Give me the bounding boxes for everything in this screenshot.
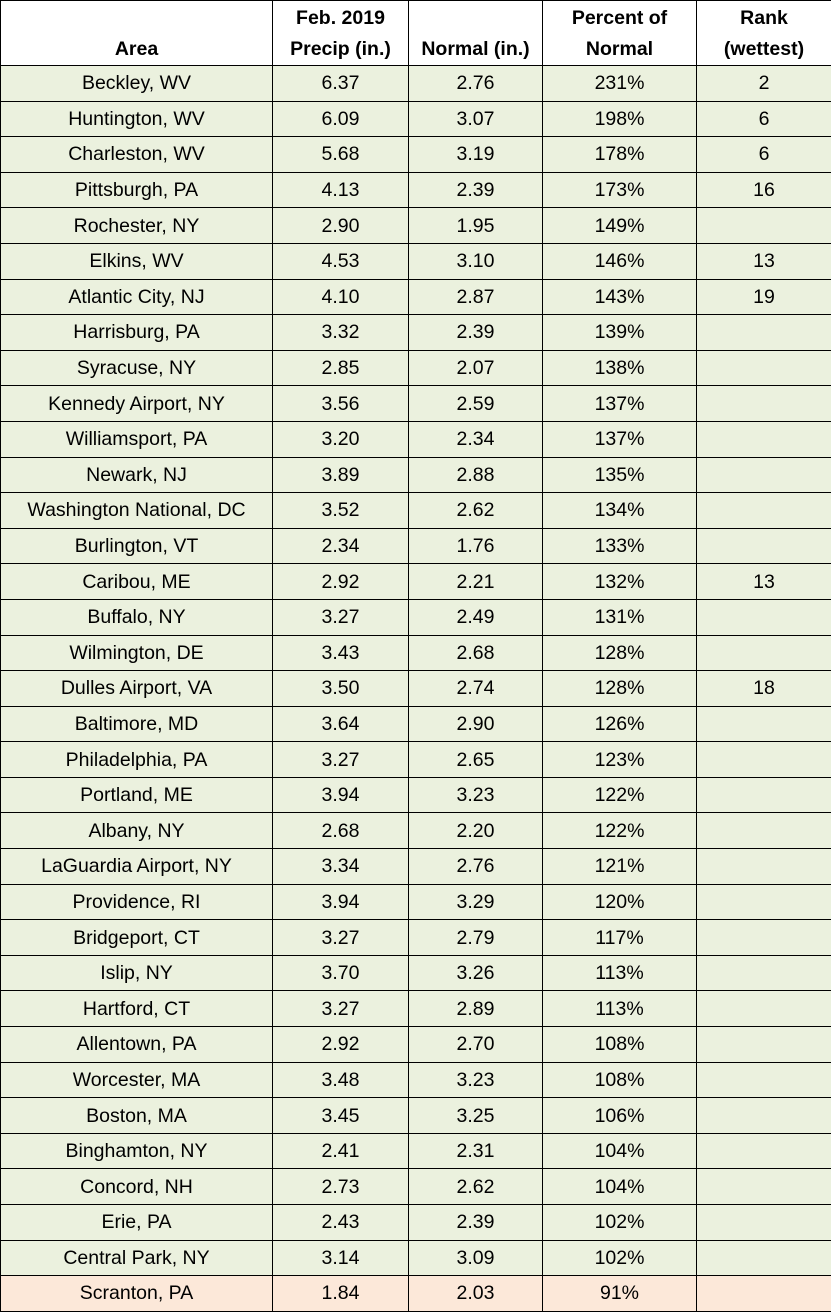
cell-precip: 3.70 — [273, 955, 409, 991]
cell-percent: 106% — [543, 1098, 697, 1134]
cell-normal: 3.10 — [409, 243, 543, 279]
cell-normal: 3.23 — [409, 777, 543, 813]
cell-rank — [697, 1098, 831, 1134]
header-rank-line2: (wettest) — [697, 34, 831, 65]
cell-percent: 108% — [543, 1027, 697, 1063]
cell-precip: 3.27 — [273, 991, 409, 1027]
cell-rank: 2 — [697, 66, 831, 102]
cell-percent: 146% — [543, 243, 697, 279]
cell-normal: 3.29 — [409, 884, 543, 920]
cell-precip: 3.27 — [273, 599, 409, 635]
cell-rank: 6 — [697, 137, 831, 173]
table-row — [1, 350, 831, 386]
cell-percent: 173% — [543, 172, 697, 208]
cell-precip: 1.84 — [273, 1276, 409, 1312]
cell-normal: 3.23 — [409, 1062, 543, 1098]
cell-percent: 104% — [543, 1133, 697, 1169]
cell-normal: 3.07 — [409, 101, 543, 137]
cell-percent: 198% — [543, 101, 697, 137]
cell-rank: 19 — [697, 279, 831, 315]
cell-percent: 121% — [543, 849, 697, 885]
header-area — [1, 1, 273, 66]
cell-normal: 2.03 — [409, 1276, 543, 1312]
cell-precip: 2.85 — [273, 350, 409, 386]
table-header — [1, 1, 831, 66]
cell-percent: 122% — [543, 777, 697, 813]
cell-area: Philadelphia, PA — [1, 742, 273, 778]
cell-precip: 3.64 — [273, 706, 409, 742]
cell-area: Syracuse, NY — [1, 350, 273, 386]
cell-percent: 122% — [543, 813, 697, 849]
cell-normal: 2.79 — [409, 920, 543, 956]
table-row — [1, 635, 831, 671]
cell-rank — [697, 635, 831, 671]
cell-precip: 2.41 — [273, 1133, 409, 1169]
cell-area: Allentown, PA — [1, 1027, 273, 1063]
cell-area: Providence, RI — [1, 884, 273, 920]
header-rank — [697, 1, 831, 66]
cell-precip: 3.45 — [273, 1098, 409, 1134]
cell-rank — [697, 955, 831, 991]
cell-percent: 102% — [543, 1205, 697, 1241]
cell-percent: 138% — [543, 350, 697, 386]
cell-area: Albany, NY — [1, 813, 273, 849]
cell-normal: 2.62 — [409, 1169, 543, 1205]
cell-area: Caribou, ME — [1, 564, 273, 600]
cell-precip: 4.10 — [273, 279, 409, 315]
cell-rank: 13 — [697, 243, 831, 279]
cell-rank — [697, 991, 831, 1027]
cell-percent: 113% — [543, 991, 697, 1027]
table-row — [1, 315, 831, 351]
cell-percent: 104% — [543, 1169, 697, 1205]
cell-rank — [697, 706, 831, 742]
cell-precip: 3.94 — [273, 884, 409, 920]
cell-percent: 131% — [543, 599, 697, 635]
cell-area: Newark, NJ — [1, 457, 273, 493]
cell-rank — [697, 813, 831, 849]
cell-area: Portland, ME — [1, 777, 273, 813]
cell-precip: 3.94 — [273, 777, 409, 813]
cell-rank — [697, 920, 831, 956]
cell-area: Concord, NH — [1, 1169, 273, 1205]
cell-normal: 2.31 — [409, 1133, 543, 1169]
cell-precip: 3.27 — [273, 742, 409, 778]
table-row — [1, 1205, 831, 1241]
cell-normal: 2.88 — [409, 457, 543, 493]
cell-percent: 128% — [543, 671, 697, 707]
table-row — [1, 137, 831, 173]
cell-percent: 178% — [543, 137, 697, 173]
cell-precip: 2.68 — [273, 813, 409, 849]
cell-precip: 3.32 — [273, 315, 409, 351]
cell-rank — [697, 742, 831, 778]
cell-normal: 2.76 — [409, 66, 543, 102]
cell-area: Washington National, DC — [1, 493, 273, 529]
table-row — [1, 1276, 831, 1312]
cell-percent: 123% — [543, 742, 697, 778]
cell-precip: 6.37 — [273, 66, 409, 102]
cell-normal: 2.90 — [409, 706, 543, 742]
cell-rank — [697, 315, 831, 351]
cell-normal: 2.74 — [409, 671, 543, 707]
table-row — [1, 1027, 831, 1063]
cell-normal: 2.59 — [409, 386, 543, 422]
table-row — [1, 564, 831, 600]
cell-precip: 3.14 — [273, 1240, 409, 1276]
cell-normal: 2.87 — [409, 279, 543, 315]
table-row — [1, 457, 831, 493]
cell-normal: 1.76 — [409, 528, 543, 564]
cell-normal: 2.65 — [409, 742, 543, 778]
cell-normal: 2.70 — [409, 1027, 543, 1063]
cell-normal: 2.07 — [409, 350, 543, 386]
cell-precip: 3.89 — [273, 457, 409, 493]
cell-precip: 2.92 — [273, 564, 409, 600]
cell-area: Rochester, NY — [1, 208, 273, 244]
table-row — [1, 777, 831, 813]
cell-area: Binghamton, NY — [1, 1133, 273, 1169]
cell-area: Scranton, PA — [1, 1276, 273, 1312]
cell-area: Elkins, WV — [1, 243, 273, 279]
cell-rank — [697, 386, 831, 422]
cell-area: Williamsport, PA — [1, 421, 273, 457]
cell-normal: 3.26 — [409, 955, 543, 991]
cell-percent: 113% — [543, 955, 697, 991]
cell-precip: 3.52 — [273, 493, 409, 529]
cell-rank: 18 — [697, 671, 831, 707]
cell-normal: 2.20 — [409, 813, 543, 849]
cell-rank: 13 — [697, 564, 831, 600]
cell-percent: 149% — [543, 208, 697, 244]
table-row — [1, 884, 831, 920]
cell-normal: 2.39 — [409, 172, 543, 208]
cell-rank — [697, 350, 831, 386]
cell-area: Buffalo, NY — [1, 599, 273, 635]
header-percent-line1: Percent of — [543, 3, 696, 34]
table-row — [1, 66, 831, 102]
cell-percent: 135% — [543, 457, 697, 493]
cell-normal: 2.76 — [409, 849, 543, 885]
cell-percent: 91% — [543, 1276, 697, 1312]
cell-precip: 3.43 — [273, 635, 409, 671]
cell-percent: 139% — [543, 315, 697, 351]
table-row — [1, 991, 831, 1027]
cell-area: Beckley, WV — [1, 66, 273, 102]
cell-area: Central Park, NY — [1, 1240, 273, 1276]
cell-area: Charleston, WV — [1, 137, 273, 173]
table-row — [1, 599, 831, 635]
cell-rank — [697, 849, 831, 885]
cell-normal: 2.89 — [409, 991, 543, 1027]
table-row — [1, 208, 831, 244]
cell-area: Harrisburg, PA — [1, 315, 273, 351]
cell-rank — [697, 457, 831, 493]
cell-rank — [697, 1027, 831, 1063]
cell-precip: 3.56 — [273, 386, 409, 422]
cell-percent: 120% — [543, 884, 697, 920]
cell-normal: 2.21 — [409, 564, 543, 600]
cell-rank — [697, 493, 831, 529]
header-percent — [543, 1, 697, 66]
header-precip-line1: Feb. 2019 — [273, 3, 408, 34]
cell-rank — [697, 1205, 831, 1241]
cell-precip: 3.27 — [273, 920, 409, 956]
cell-rank — [697, 1276, 831, 1312]
cell-percent: 132% — [543, 564, 697, 600]
cell-rank — [697, 884, 831, 920]
cell-area: Worcester, MA — [1, 1062, 273, 1098]
cell-precip: 2.34 — [273, 528, 409, 564]
cell-rank — [697, 1169, 831, 1205]
table-row — [1, 706, 831, 742]
table-row — [1, 172, 831, 208]
cell-normal: 2.49 — [409, 599, 543, 635]
cell-rank: 16 — [697, 172, 831, 208]
cell-rank — [697, 421, 831, 457]
cell-precip: 2.73 — [273, 1169, 409, 1205]
header-area-label: Area — [1, 34, 272, 65]
table-row — [1, 421, 831, 457]
table-row — [1, 920, 831, 956]
cell-rank — [697, 1240, 831, 1276]
cell-normal: 1.95 — [409, 208, 543, 244]
cell-normal: 2.34 — [409, 421, 543, 457]
cell-rank — [697, 777, 831, 813]
cell-precip: 2.43 — [273, 1205, 409, 1241]
cell-precip: 3.20 — [273, 421, 409, 457]
table-row — [1, 1098, 831, 1134]
table-row — [1, 742, 831, 778]
cell-area: Dulles Airport, VA — [1, 671, 273, 707]
cell-rank — [697, 599, 831, 635]
table-row — [1, 1240, 831, 1276]
cell-area: Burlington, VT — [1, 528, 273, 564]
cell-precip: 4.13 — [273, 172, 409, 208]
cell-percent: 134% — [543, 493, 697, 529]
table-row — [1, 279, 831, 315]
cell-rank — [697, 1062, 831, 1098]
header-precip-line2: Precip (in.) — [273, 34, 408, 65]
cell-area: Baltimore, MD — [1, 706, 273, 742]
cell-area: Erie, PA — [1, 1205, 273, 1241]
header-precip — [273, 1, 409, 66]
cell-rank — [697, 528, 831, 564]
header-row — [1, 1, 831, 66]
cell-percent: 137% — [543, 421, 697, 457]
cell-percent: 128% — [543, 635, 697, 671]
table-row — [1, 243, 831, 279]
cell-area: Atlantic City, NJ — [1, 279, 273, 315]
cell-normal: 3.19 — [409, 137, 543, 173]
cell-area: Islip, NY — [1, 955, 273, 991]
cell-area: LaGuardia Airport, NY — [1, 849, 273, 885]
cell-rank — [697, 208, 831, 244]
cell-precip: 6.09 — [273, 101, 409, 137]
cell-precip: 3.50 — [273, 671, 409, 707]
cell-area: Boston, MA — [1, 1098, 273, 1134]
cell-area: Wilmington, DE — [1, 635, 273, 671]
cell-rank: 6 — [697, 101, 831, 137]
cell-precip: 2.90 — [273, 208, 409, 244]
cell-normal: 2.39 — [409, 315, 543, 351]
cell-percent: 137% — [543, 386, 697, 422]
cell-area: Huntington, WV — [1, 101, 273, 137]
cell-normal: 2.62 — [409, 493, 543, 529]
cell-normal: 3.25 — [409, 1098, 543, 1134]
table-row — [1, 671, 831, 707]
cell-precip: 3.34 — [273, 849, 409, 885]
cell-normal: 2.39 — [409, 1205, 543, 1241]
cell-percent: 143% — [543, 279, 697, 315]
cell-percent: 102% — [543, 1240, 697, 1276]
cell-percent: 108% — [543, 1062, 697, 1098]
cell-normal: 3.09 — [409, 1240, 543, 1276]
table-row — [1, 955, 831, 991]
table-row — [1, 1133, 831, 1169]
cell-area: Bridgeport, CT — [1, 920, 273, 956]
cell-precip: 2.92 — [273, 1027, 409, 1063]
cell-percent: 126% — [543, 706, 697, 742]
cell-normal: 2.68 — [409, 635, 543, 671]
cell-percent: 133% — [543, 528, 697, 564]
table-row — [1, 386, 831, 422]
table-row — [1, 101, 831, 137]
cell-rank — [697, 1133, 831, 1169]
cell-area: Hartford, CT — [1, 991, 273, 1027]
cell-precip: 5.68 — [273, 137, 409, 173]
cell-area: Kennedy Airport, NY — [1, 386, 273, 422]
table-row — [1, 849, 831, 885]
header-normal-label: Normal (in.) — [409, 34, 542, 65]
cell-percent: 231% — [543, 66, 697, 102]
table-row — [1, 813, 831, 849]
cell-percent: 117% — [543, 920, 697, 956]
cell-precip: 3.48 — [273, 1062, 409, 1098]
header-percent-line2: Normal — [543, 34, 696, 65]
table-row — [1, 528, 831, 564]
cell-area: Pittsburgh, PA — [1, 172, 273, 208]
table-row — [1, 1169, 831, 1205]
table-body — [1, 66, 831, 1312]
cell-precip: 4.53 — [273, 243, 409, 279]
header-rank-line1: Rank — [697, 3, 831, 34]
header-normal — [409, 1, 543, 66]
table-row — [1, 1062, 831, 1098]
table-row — [1, 493, 831, 529]
